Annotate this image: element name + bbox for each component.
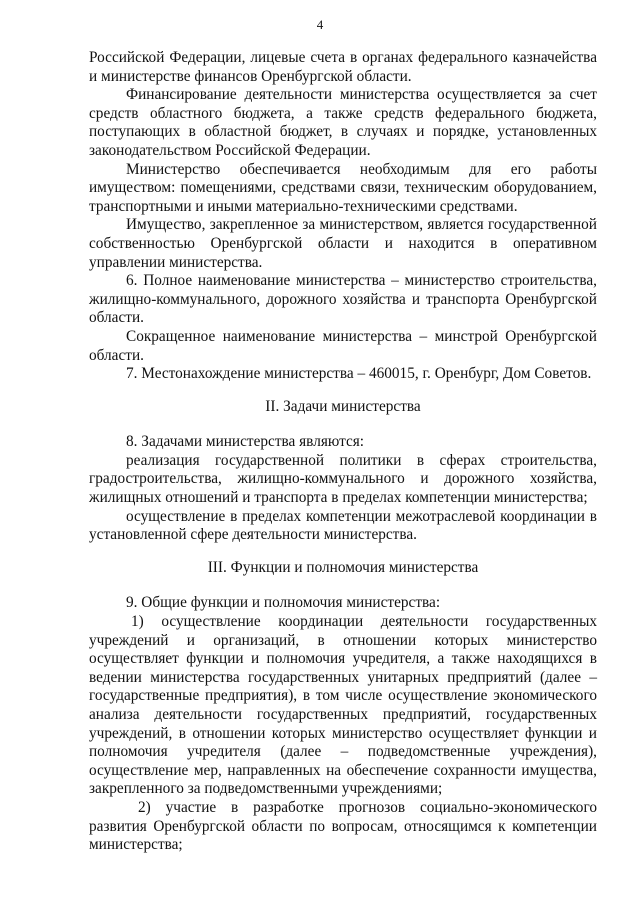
paragraph: реализация государственной политики в сферах строительства, градостроительства, жилищно-коммунального и дорожного хозяйства, жилищных отношений и транспорта в пределах компетенции министерства; bbox=[89, 451, 597, 507]
section-heading-tasks: II. Задачи министерства bbox=[265, 397, 421, 415]
paragraph: 6. Полное наименование министерства – министерство строительства, жилищно-коммунального, дорожного хозяйства и транспорта Оренбургской области. bbox=[89, 272, 597, 327]
section-heading-functions: III. Функции и полномочия министерства bbox=[207, 558, 479, 576]
paragraph: Российской Федерации, лицевые счета в органах федерального казначейства и министерстве финансов Оренбургской области. bbox=[89, 49, 597, 85]
paragraph: Министерство обеспечивается необходимым для его работы имуществом: помещениями, средствами связи, техническим оборудованием, транспортными и иными материально-техническими средствами. bbox=[89, 160, 597, 215]
paragraph: Сокращенное наименование министерства – минстрой Оренбургской области. bbox=[89, 327, 597, 364]
paragraph: 2) участие в разработке прогнозов социально-экономического развития Оренбургской области по вопросам, относящимся к компетенции министерства; bbox=[89, 798, 597, 854]
document-body bbox=[89, 49, 597, 855]
paragraph: осуществление в пределах компетенции межотраслевой координации в установленной сфере деятельности министерства. bbox=[89, 507, 597, 544]
paragraph: 7. Местонахождение министерства – 460015, г. Оренбург, Дом Советов. bbox=[126, 365, 592, 383]
page-number: 4 bbox=[316, 17, 324, 32]
paragraph: Финансирование деятельности министерства осуществляется за счет средств областного бюджета, а также средств федерального бюджета, поступающих в областной бюджет, в случаях и порядке, установленных законодательством Российской Федерации. bbox=[89, 86, 597, 159]
paragraph: 1) осуществление координации деятельности государственных учреждений и организаций, в отношении которых министерство осуществляет функции и полномочия учредителя, а также находящихся в ведении министерства государственных унитарных предприятий (далее – государственные предприятия), в том числе осуществление экономического анализа деятельности государственных предприятий, государственных учреждений, в отношении которых министерство осуществляет функции и полномочия учредителя (далее – подведомственные учреждения), осуществление мер, направленных на обеспечение сохранности имущества, закрепленного за подведомственными учреждениями; bbox=[89, 613, 597, 798]
paragraph: Имущество, закрепленное за министерством, является государственной собственностью Оренбургской области и находится в оперативном управлении министерства. bbox=[89, 216, 597, 271]
paragraph: 9. Общие функции и полномочия министерства: bbox=[126, 594, 441, 612]
paragraph: 8. Задачами министерства являются: bbox=[126, 433, 365, 451]
